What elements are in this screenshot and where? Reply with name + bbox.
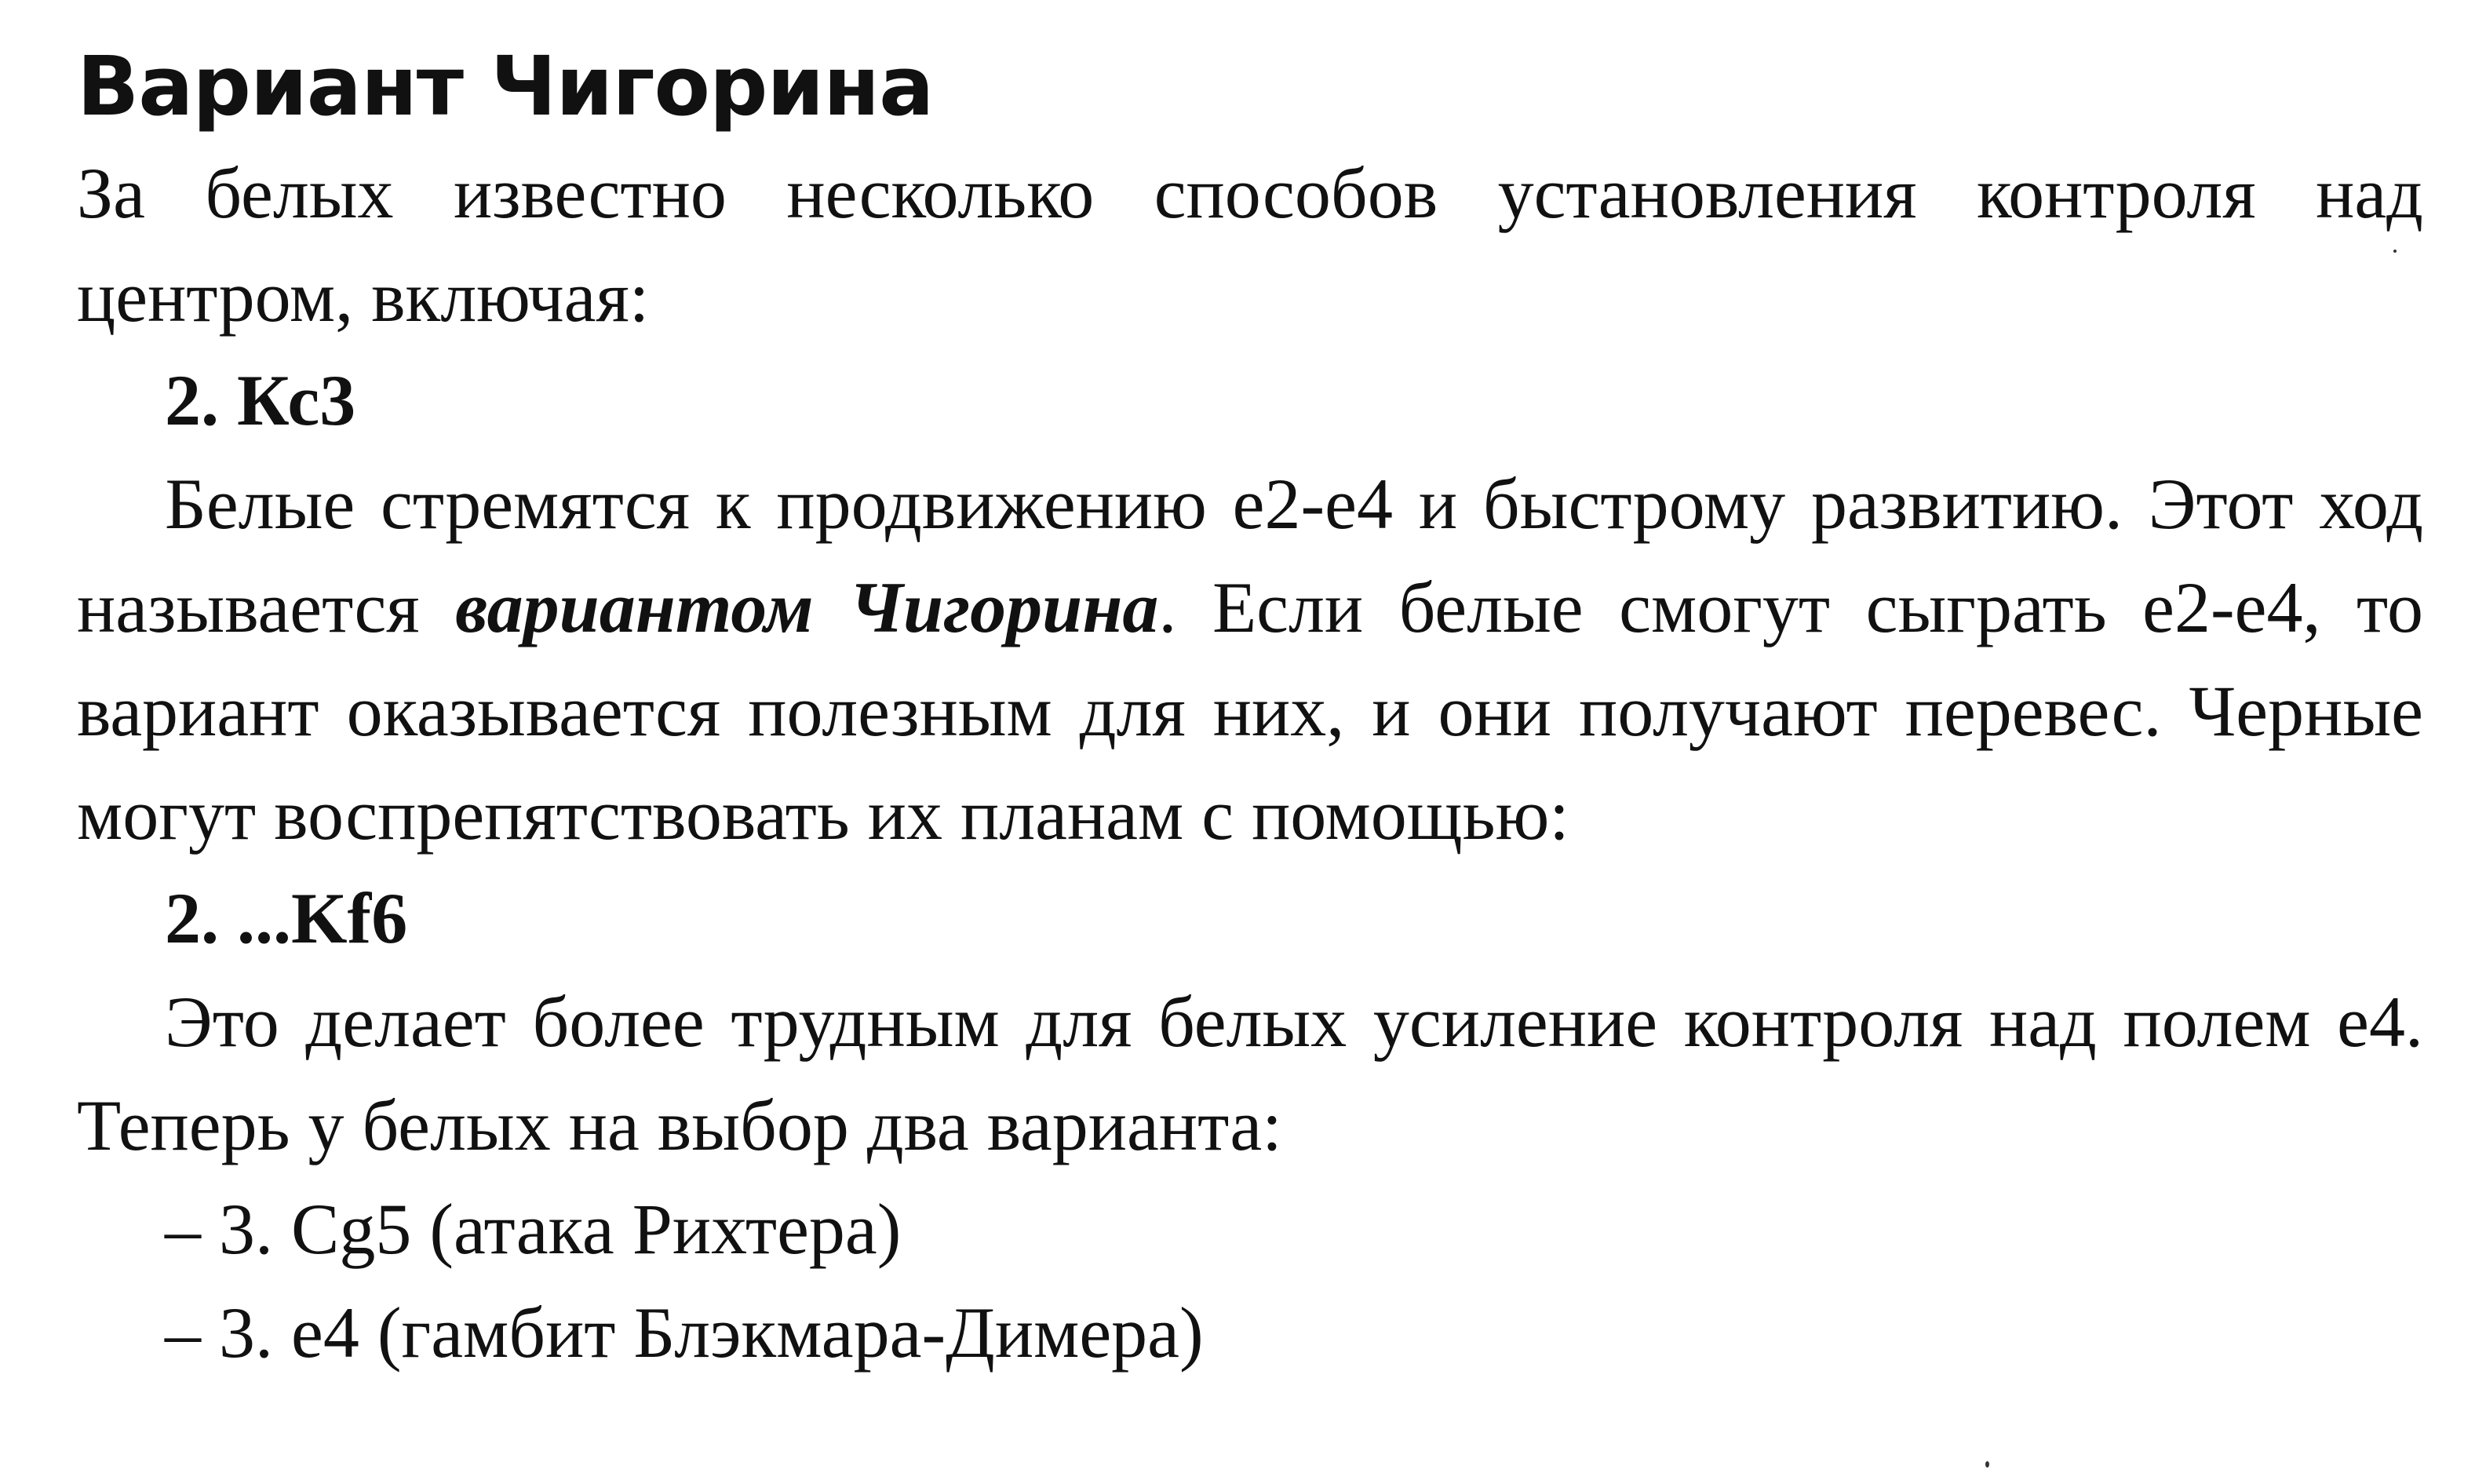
scan-speck (2393, 250, 2397, 253)
move-line-2: 2. ...Kf6 (165, 878, 408, 958)
intro-paragraph: За белых известно несколько способов установления контроля над центром, включая: (77, 153, 2423, 337)
document-page (77, 31, 2423, 1384)
option-item-1: – 3. Cg5 (атака Рихтера) (165, 1189, 902, 1269)
chigorin-text-before: Белые стремятся к продвижению е2-е4 и быстрому развитию. Этот ход называется (77, 464, 2423, 647)
chigorin-paragraph (77, 452, 2423, 866)
scan-speck (1985, 1461, 1989, 1468)
move-line-1: 2. Кс3 (165, 360, 356, 440)
choice-paragraph: Это делает более трудным для белых усиление контроля над полем е4. Теперь у белых на выбор два варианта: (77, 982, 2423, 1165)
option-item-2: – 3. е4 (гамбит Блэкмара-Димера) (165, 1293, 1204, 1373)
section-heading: Вариант Чигорина (77, 38, 934, 134)
chigorin-text-after: . Если белые смогут сыграть е2-е4, то вариант оказывается полезным для них, и они получают перевес. Черные могут воспрепятствовать их планам с помощью: (77, 567, 2423, 855)
chigorin-term: вариантом Чигорина (455, 567, 1159, 647)
